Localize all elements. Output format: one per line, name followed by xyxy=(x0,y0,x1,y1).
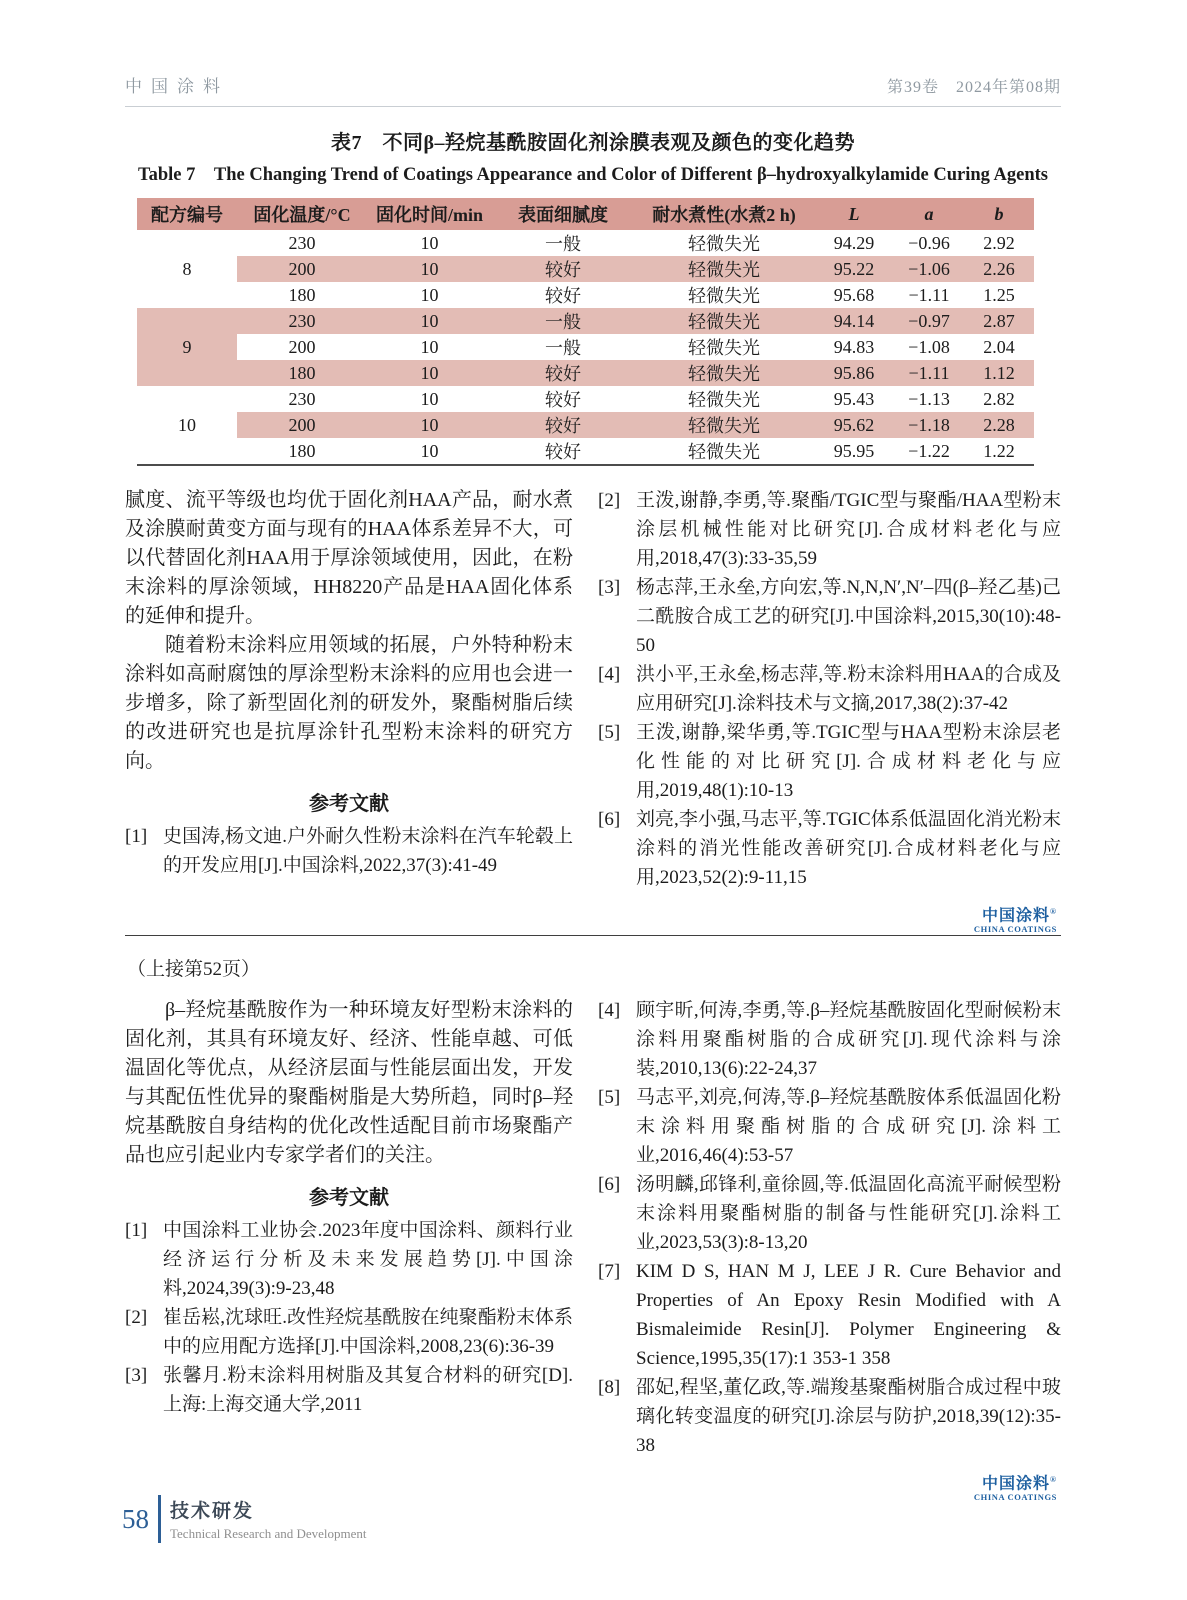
reference-number: [6] xyxy=(598,809,621,830)
references-list xyxy=(598,996,1061,1460)
table-cell: 较好 xyxy=(545,442,581,462)
logo-reg-mark: ® xyxy=(1050,907,1057,916)
table-cell: 较好 xyxy=(545,286,581,306)
table-cell: 200 xyxy=(237,256,367,282)
table-cell: 2.26 xyxy=(964,256,1034,282)
table-title-cn: 表7 不同β–羟烷基酰胺固化剂涂膜表观及颜色的变化趋势 xyxy=(330,132,856,154)
table-cell: −1.11 xyxy=(894,360,964,386)
table-cell: 230 xyxy=(288,232,316,253)
reference-number: [4] xyxy=(598,1000,621,1021)
formula-id-cell: 8 xyxy=(137,230,237,308)
table-cell: 轻微失光 xyxy=(688,390,760,410)
table-section xyxy=(125,126,1061,466)
table-cell: 轻微失光 xyxy=(688,442,760,462)
table-row xyxy=(137,256,1034,282)
table-cell: −0.96 xyxy=(908,232,950,253)
table-row xyxy=(137,334,1034,360)
table-cell: 一般 xyxy=(545,234,581,254)
table-cell: 180 xyxy=(288,284,316,305)
reference-number: [3] xyxy=(125,1365,148,1386)
reference-text: 崔岳崧,沈球旺.改性羟烷基酰胺在纯聚酯粉末体系中的应用配方选择[J].中国涂料,2008,23(6):36-39 xyxy=(163,1307,573,1357)
table-cell: 轻微失光 xyxy=(634,360,814,386)
table-cell: 2.82 xyxy=(983,388,1015,409)
table-cell: 95.95 xyxy=(833,440,875,461)
table-cell: 较好 xyxy=(492,360,634,386)
reference-number: [1] xyxy=(125,1220,148,1241)
table-cell: 10 xyxy=(367,412,492,438)
reference-text: 邵妃,程坚,董亿政,等.端羧基聚酯树脂合成过程中玻璃化转变温度的研究[J].涂层与防护,2018,39(12):35-38 xyxy=(636,1377,1061,1456)
table-cell: −1.13 xyxy=(908,388,950,409)
table-cell: 轻微失光 xyxy=(688,286,760,306)
reference-item xyxy=(598,1373,1061,1460)
table-header-cell: 配方编号 xyxy=(137,198,237,230)
table-cell: 94.83 xyxy=(833,336,875,357)
page-number: 58 xyxy=(122,1503,149,1534)
table-cell: 轻微失光 xyxy=(634,308,814,334)
table-cell: 较好 xyxy=(492,256,634,282)
table-cell: −1.08 xyxy=(908,336,950,357)
table-cell: 94.14 xyxy=(814,308,894,334)
table-cell: 180 xyxy=(288,440,316,461)
table-cell: 95.43 xyxy=(833,388,875,409)
table-cell: −1.18 xyxy=(894,412,964,438)
paragraph: 腻度、流平等级也均优于固化剂HAA产品，耐水煮及涂膜耐黄变方面与现有的HAA体系差异不大，可以代替固化剂HAA用于厚涂领域使用，因此，在粉末涂料的厚涂领域，HH8220产品是HAA固化体系的延伸和提升。 xyxy=(125,489,573,627)
journal-name: 中国涂料 xyxy=(125,77,229,96)
section1 xyxy=(125,486,1061,935)
table-cell: 1.22 xyxy=(983,440,1015,461)
reference-number: [1] xyxy=(125,826,148,847)
table-header-row xyxy=(137,198,1034,230)
table-header-cell: 耐水煮性(水煮2 h) xyxy=(634,198,814,230)
section1-right-column xyxy=(598,486,1061,935)
reference-item xyxy=(125,822,573,880)
references-list xyxy=(125,822,573,880)
logo-cn-text: 中国涂料® xyxy=(982,1475,1057,1493)
logo-cn-text: 中国涂料® xyxy=(982,907,1057,925)
table-row xyxy=(137,360,1034,386)
table-header-cell: L xyxy=(814,198,894,230)
reference-text: 中国涂料工业协会.2023年度中国涂料、颜料行业经济运行分析及未来发展趋势[J].中国涂料,2024,39(3):9-23,48 xyxy=(163,1220,573,1299)
table-row xyxy=(137,386,1034,412)
table-cell: 2.87 xyxy=(964,308,1034,334)
reference-item xyxy=(125,1303,573,1361)
reference-text: 刘亮,李小强,马志平,等.TGIC体系低温固化消光粉末涂料的消光性能改善研究[J].合成材料老化与应用,2023,52(2):9-11,15 xyxy=(636,809,1061,888)
table-cell: 200 xyxy=(288,336,316,357)
section1-left-column xyxy=(125,486,573,935)
table-cell: 10 xyxy=(420,284,439,305)
table-cell: 轻微失光 xyxy=(634,412,814,438)
table-header-cell: 固化温度/°C xyxy=(237,198,367,230)
logo-en-text: CHINA COATINGS xyxy=(973,1492,1057,1503)
formula-id-cell: 9 xyxy=(137,308,237,386)
china-coatings-logo xyxy=(598,1472,1061,1503)
reference-item xyxy=(598,996,1061,1083)
table-cell: 较好 xyxy=(545,390,581,410)
section-divider xyxy=(125,935,1061,936)
reference-number: [7] xyxy=(598,1261,621,1282)
page-footer xyxy=(122,1495,367,1543)
table-header-cell: 固化时间/min xyxy=(367,198,492,230)
table-cell: 10 xyxy=(420,232,439,253)
reference-text: KIM D S, HAN M J, LEE J R. Cure Behavior and Properties of An Epoxy Resin Modified with A Bismaleimide Resin[J]. Polymer Engineering & Science,1995,35(17):1 353-1 358 xyxy=(636,1261,1061,1369)
reference-number: [5] xyxy=(598,722,621,743)
table-cell: 180 xyxy=(237,360,367,386)
table-row xyxy=(137,308,1034,334)
table-cell: 10 xyxy=(420,336,439,357)
reference-item xyxy=(125,1216,573,1303)
results-table xyxy=(137,198,1034,466)
table-header-cell: 表面细腻度 xyxy=(492,198,634,230)
footer-divider-bar xyxy=(158,1495,161,1543)
logo-en-text: CHINA COATINGS xyxy=(973,924,1057,935)
table-row xyxy=(137,230,1034,256)
table-cell: 230 xyxy=(237,308,367,334)
table-cell: 230 xyxy=(288,388,316,409)
footer-section-en: Technical Research and Development xyxy=(170,1526,367,1541)
table-row xyxy=(137,282,1034,308)
table-cell: 95.22 xyxy=(814,256,894,282)
table-cell: 95.68 xyxy=(833,284,875,305)
continued-note: （上接第52页） xyxy=(127,959,261,980)
table-cell: 94.29 xyxy=(833,232,875,253)
issue-info: 第39卷 2024年第08期 xyxy=(886,79,1061,96)
table-cell: 10 xyxy=(367,256,492,282)
table-cell: 1.12 xyxy=(964,360,1034,386)
table-cell: 轻微失光 xyxy=(634,256,814,282)
table-header-cell: a xyxy=(894,198,964,230)
table-cell: 2.92 xyxy=(983,232,1015,253)
section2-left-column xyxy=(125,996,573,1503)
table-cell: −1.11 xyxy=(908,284,950,305)
reference-text: 王泼,谢静,梁华勇,等.TGIC型与HAA型粉末涂层老化性能的对比研究[J].合成材料老化与应用,2019,48(1):10-13 xyxy=(636,722,1061,801)
table-cell: 2.28 xyxy=(964,412,1034,438)
reference-item xyxy=(598,1257,1061,1373)
references-heading: 参考文献 xyxy=(309,1187,389,1209)
reference-number: [2] xyxy=(598,490,621,511)
table-cell: 一般 xyxy=(492,308,634,334)
table-body xyxy=(137,230,1034,465)
table-row xyxy=(137,412,1034,438)
section2-right-column xyxy=(598,996,1061,1503)
reference-text: 史国涛,杨文迪.户外耐久性粉末涂料在汽车轮毂上的开发应用[J].中国涂料,2022,37(3):41-49 xyxy=(163,826,573,876)
footer-section-cn: 技术研发 xyxy=(170,1501,255,1522)
table-cell: 轻微失光 xyxy=(688,234,760,254)
reference-item xyxy=(125,1361,573,1419)
reference-item xyxy=(598,1083,1061,1170)
references-list xyxy=(125,1216,573,1419)
reference-number: [5] xyxy=(598,1087,621,1108)
reference-text: 王泼,谢静,李勇,等.聚酯/TGIC型与聚酯/HAA型粉末涂层机械性能对比研究[J].合成材料老化与应用,2018,47(3):33-35,59 xyxy=(636,490,1061,569)
table-cell: 2.04 xyxy=(983,336,1015,357)
reference-item xyxy=(598,486,1061,573)
references-list xyxy=(598,486,1061,892)
table-cell: −1.22 xyxy=(908,440,950,461)
table-cell: 较好 xyxy=(492,412,634,438)
table-cell: 10 xyxy=(420,440,439,461)
china-coatings-logo xyxy=(598,904,1061,935)
reference-number: [6] xyxy=(598,1174,621,1195)
reference-text: 汤明麟,邱锋利,童徐圆,等.低温固化高流平耐候型粉末涂料用聚酯树脂的制备与性能研究[J].涂料工业,2023,53(3):8-13,20 xyxy=(636,1174,1061,1253)
table-cell: 10 xyxy=(420,388,439,409)
table-cell: 10 xyxy=(367,360,492,386)
paragraph: 随着粉末涂料应用领域的拓展，户外特种粉末涂料如高耐腐蚀的厚涂型粉末涂料的应用也会进一步增多，除了新型固化剂的研发外，聚酯树脂后续的改进研究也是抗厚涂针孔型粉末涂料的研究方向。 xyxy=(125,634,573,772)
section2 xyxy=(125,996,1061,1503)
footer-section xyxy=(170,1496,367,1542)
table-cell: 95.86 xyxy=(814,360,894,386)
reference-item xyxy=(598,573,1061,660)
table-cell: 10 xyxy=(367,308,492,334)
reference-text: 马志平,刘亮,何涛,等.β–羟烷基酰胺体系低温固化粉末涂料用聚酯树脂的合成研究[J].涂料工业,2016,46(4):53-57 xyxy=(636,1087,1061,1166)
table-cell: 200 xyxy=(237,412,367,438)
table-cell: 轻微失光 xyxy=(688,338,760,358)
table-cell: 95.62 xyxy=(814,412,894,438)
logo-reg-mark: ® xyxy=(1050,1475,1057,1484)
table-cell: 一般 xyxy=(545,338,581,358)
table-title-en: Table 7 The Changing Trend of Coatings Appearance and Color of Different β–hydroxyalkylamide Curing Agents xyxy=(137,165,1048,185)
reference-item xyxy=(598,805,1061,892)
table-cell: −1.06 xyxy=(894,256,964,282)
table-cell: 1.25 xyxy=(983,284,1015,305)
reference-item xyxy=(598,718,1061,805)
table-row xyxy=(137,438,1034,465)
references-heading: 参考文献 xyxy=(309,793,389,815)
reference-text: 张馨月.粉末涂料用树脂及其复合材料的研究[D].上海:上海交通大学,2011 xyxy=(163,1365,573,1415)
reference-text: 杨志萍,王永垒,方向宏,等.N,N,N′,N′–四(β–羟乙基)己二酰胺合成工艺的研究[J].中国涂料,2015,30(10):48-50 xyxy=(636,577,1061,656)
reference-item xyxy=(598,660,1061,718)
reference-text: 洪小平,王永垒,杨志萍,等.粉末涂料用HAA的合成及应用研究[J].涂料技术与文摘,2017,38(2):37-42 xyxy=(636,664,1061,714)
running-head xyxy=(125,72,1061,107)
reference-number: [2] xyxy=(125,1307,148,1328)
formula-id-cell: 10 xyxy=(137,386,237,465)
reference-text: 顾宇昕,何涛,李勇,等.β–羟烷基酰胺固化型耐候粉末涂料用聚酯树脂的合成研究[J].现代涂料与涂装,2010,13(6):22-24,37 xyxy=(636,1000,1061,1079)
paragraph: β–羟烷基酰胺作为一种环境友好型粉末涂料的固化剂，其具有环境友好、经济、性能卓越、可低温固化等优点，从经济层面与性能层面出发，开发与其配伍性优异的聚酯树脂是大势所趋，同时β–羟烷基酰胺自身结构的优化改性适配目前市场聚酯产品也应引起业内专家学者们的关注。 xyxy=(125,999,573,1166)
reference-number: [8] xyxy=(598,1377,621,1398)
reference-item xyxy=(598,1170,1061,1257)
table-header-cell: b xyxy=(964,198,1034,230)
reference-number: [4] xyxy=(598,664,621,685)
reference-number: [3] xyxy=(598,577,621,598)
table-cell: −0.97 xyxy=(894,308,964,334)
